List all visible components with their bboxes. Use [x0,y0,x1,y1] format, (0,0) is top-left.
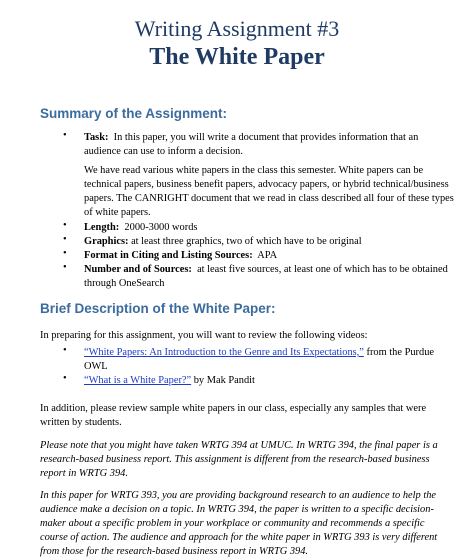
bullet-dot-icon: • [63,262,67,273]
task-line-2: audience can use to inform a decision. [84,146,243,157]
note-line: report in WRTG 394. [40,468,128,479]
bullet-dot-icon: • [63,130,67,141]
page-title: The White Paper [149,44,325,70]
sources-item: Number and of Sources: at least five sources, at least one of which has to be obtained [84,264,448,275]
paragraph-line: of white papers. [84,207,151,218]
video-item: “White Papers: An Introduction to the Genre and Its Expectations,” from the Purdue [84,347,435,358]
review-line: In addition, please review sample white papers in our class, especially any samples that were [40,403,427,414]
note-line: In this paper for WRTG 393, you are providing background research to an audience to help the [40,490,437,501]
bullet-dot-icon: • [63,345,67,356]
format-item: Format in Citing and Listing Sources: APA [84,250,278,261]
video-link-what-is-white-paper[interactable]: “What is a White Paper?” [84,375,192,386]
bullet-dot-icon: • [63,248,67,259]
summary-heading: Summary of the Assignment: [40,106,228,121]
sources-item-line-2: through OneSearch [84,278,165,289]
note-line: from those for the research-based business report in WRTG 394. [40,546,309,557]
note-line: course of action. The audience and approach for the white paper in WRTG 393 is very different [40,532,438,543]
paragraph-line: We have read various white papers in the class this semester. White papers can be [84,165,424,176]
length-item: Length: 2000-3000 words [84,222,198,233]
paragraph-line: papers. The CANRIGHT document that we read in class described all four of these types [84,193,454,204]
bullet-dot-icon: • [63,373,67,384]
task-line-1 [84,131,418,145]
videos-intro: In preparing for this assignment, you will want to review the following videos: [40,330,368,341]
note-line: audience make a decision on a topic. In WRTG 394, the paper is written to a specific decision- [40,504,434,515]
review-line: written by students. [40,417,122,428]
note-line: Please note that you might have taken WRTG 394 at UMUC. In WRTG 394, the final paper is a [40,440,438,451]
bullet-dot-icon: • [63,234,67,245]
brief-description-heading: Brief Description of the White Paper: [40,301,276,316]
task-text: In this paper, you will write a document that provides information that an [113,132,419,143]
video-link-white-papers-intro[interactable]: “White Papers: An Introduction to the Genre and Its Expectations,” [84,347,364,358]
video-item: “What is a White Paper?” by Mak Pandit [84,375,255,386]
bullet-dot-icon: • [63,220,67,231]
assignment-number-title: Writing Assignment #3 [134,16,340,41]
video-item-line-2: OWL [84,361,108,372]
paragraph-line: technical papers, business benefit papers, advocacy papers, or hybrid technical/business [84,179,449,190]
task-label: Task: [84,132,109,143]
graphics-item: Graphics: at least three graphics, two of which have to be original [84,236,362,247]
note-line: research-based business report. This assignment is different from the research-based business [40,454,430,465]
note-line: maker about a specific problem in your workplace or community and recommends a specific [40,518,425,529]
